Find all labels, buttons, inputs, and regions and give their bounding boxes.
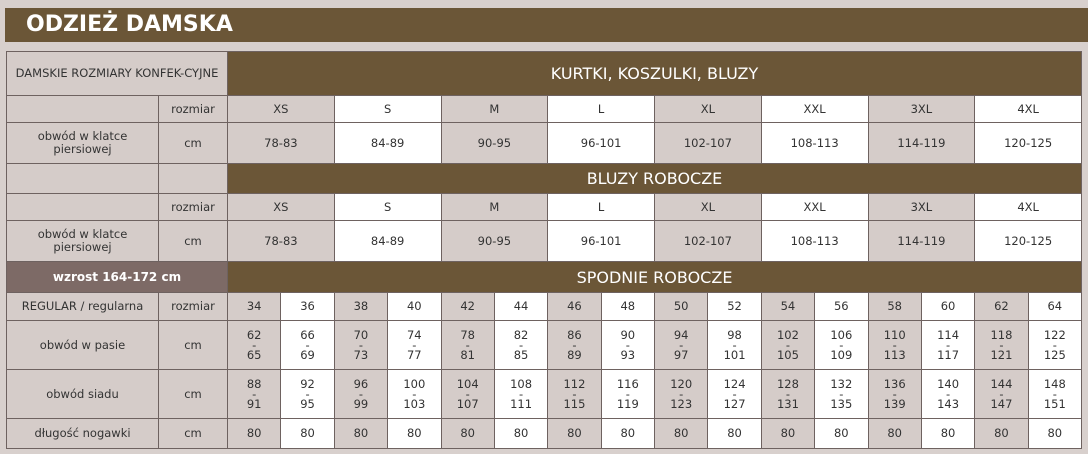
range-min: 108 <box>510 376 533 391</box>
range-dash: - <box>358 386 364 401</box>
size-cell: 52 <box>708 293 761 321</box>
corner-label: DAMSKIE ROZMIARY KONFEK-CYJNE <box>7 52 228 96</box>
range-max: 113 <box>883 347 906 362</box>
range-cell <box>815 321 868 370</box>
range-cell <box>921 370 974 419</box>
size-cell: XL <box>655 194 762 221</box>
range-max: 103 <box>403 396 426 411</box>
range-min: 124 <box>723 376 746 391</box>
range-max: 151 <box>1043 396 1066 411</box>
range-min: 106 <box>830 327 853 342</box>
range-dash: - <box>412 337 417 352</box>
range-max: 115 <box>563 396 586 411</box>
size-cell: L <box>548 194 655 221</box>
chest-cell: 102-107 <box>655 123 762 164</box>
leg-cell: 80 <box>921 419 974 449</box>
range-max: 109 <box>830 347 853 362</box>
range-min: 90 <box>620 327 636 342</box>
leg-row <box>7 419 1082 449</box>
size-cell: 36 <box>281 293 334 321</box>
range-dash: - <box>1052 337 1057 352</box>
size-cell: 58 <box>868 293 921 321</box>
chest-cell: 78-83 <box>228 123 335 164</box>
range-cell <box>441 321 494 370</box>
unit-label: cm <box>159 321 228 370</box>
measure-label: REGULAR / regularna <box>7 293 159 321</box>
range-dash: - <box>358 337 364 352</box>
leg-cell: 80 <box>334 419 387 449</box>
range-dash: - <box>625 386 630 401</box>
range-dash: - <box>999 386 1004 401</box>
measure-label: obwód siadu <box>7 370 159 419</box>
range-dash: - <box>999 337 1004 352</box>
range-max: 93 <box>620 347 636 362</box>
range-max: 119 <box>616 396 639 411</box>
range-dash: - <box>892 337 897 352</box>
range-cell <box>761 370 814 419</box>
range-cell <box>708 370 761 419</box>
height-label: wzrost 164-172 cm <box>7 262 228 293</box>
range-dash: - <box>252 386 257 401</box>
range-dash: - <box>625 337 630 352</box>
size-cell: 60 <box>921 293 974 321</box>
range-max: 89 <box>567 347 582 362</box>
leg-cell: 80 <box>548 419 601 449</box>
range-dash: - <box>785 337 791 352</box>
range-dash: - <box>679 337 684 352</box>
range-cell <box>975 370 1028 419</box>
range-max: 91 <box>246 396 262 411</box>
range-dash: - <box>732 337 737 352</box>
range-cell <box>334 370 387 419</box>
leg-cell: 80 <box>494 419 547 449</box>
chest-cell: 84-89 <box>334 221 441 262</box>
range-max: 135 <box>830 396 853 411</box>
leg-cell: 80 <box>761 419 814 449</box>
size-cell: 48 <box>601 293 654 321</box>
unit-label: cm <box>159 419 228 449</box>
range-min: 96 <box>353 376 369 391</box>
empty-cell <box>7 194 159 221</box>
range-max: 123 <box>670 396 693 411</box>
section-title: KURTKI, KOSZULKI, BLUZY <box>228 52 1082 96</box>
chest-cell: 120-125 <box>975 221 1082 262</box>
waist-row <box>7 321 1082 370</box>
range-dash: - <box>945 337 951 352</box>
range-min: 120 <box>670 376 693 391</box>
range-max: 95 <box>300 396 315 411</box>
range-min: 140 <box>937 376 960 391</box>
range-min: 104 <box>456 376 479 391</box>
empty-cell <box>7 164 159 194</box>
chest-cell: 90-95 <box>441 123 548 164</box>
leg-cell: 80 <box>975 419 1028 449</box>
size-cell: 4XL <box>975 96 1082 123</box>
pants-header-row <box>7 262 1082 293</box>
chest-cell: 102-107 <box>655 221 762 262</box>
unit-label: cm <box>159 123 228 164</box>
empty-cell <box>159 164 228 194</box>
size-cell: 50 <box>655 293 708 321</box>
section-header-row <box>7 164 1082 194</box>
size-cell: 44 <box>494 293 547 321</box>
chest-cell: 78-83 <box>228 221 335 262</box>
section-title: SPODNIE ROBOCZE <box>228 262 1082 293</box>
size-table <box>6 51 1082 449</box>
size-cell: M <box>441 194 548 221</box>
range-cell <box>494 370 547 419</box>
range-cell <box>1028 321 1081 370</box>
range-cell <box>868 321 921 370</box>
unit-label: rozmiar <box>159 293 228 321</box>
measure-label: obwód w klatce piersiowej <box>7 123 159 164</box>
range-min: 128 <box>776 376 799 391</box>
range-min: 122 <box>1043 327 1066 342</box>
range-cell <box>655 321 708 370</box>
range-max: 111 <box>510 396 533 411</box>
unit-label: cm <box>159 370 228 419</box>
range-cell <box>228 370 281 419</box>
range-min: 70 <box>353 327 369 342</box>
hip-row <box>7 370 1082 419</box>
leg-cell: 80 <box>815 419 868 449</box>
chest-cell: 114-119 <box>868 221 975 262</box>
range-max: 81 <box>460 347 475 362</box>
leg-cell: 80 <box>868 419 921 449</box>
range-cell <box>708 321 761 370</box>
size-cell: XS <box>228 96 335 123</box>
range-dash: - <box>518 337 524 352</box>
range-min: 116 <box>616 376 639 391</box>
range-dash: - <box>465 386 470 401</box>
range-min: 144 <box>990 376 1013 391</box>
range-min: 92 <box>300 376 315 391</box>
chest-cell: 108-113 <box>761 221 868 262</box>
unit-label: cm <box>159 221 228 262</box>
range-max: 105 <box>776 347 799 362</box>
range-cell <box>1028 370 1081 419</box>
size-cell: S <box>334 96 441 123</box>
range-cell <box>388 321 441 370</box>
range-dash: - <box>305 337 310 352</box>
leg-cell: 80 <box>655 419 708 449</box>
range-min: 98 <box>727 327 742 342</box>
range-max: 101 <box>723 347 746 362</box>
range-cell <box>655 370 708 419</box>
range-dash: - <box>839 337 844 352</box>
size-cell: S <box>334 194 441 221</box>
range-max: 77 <box>406 347 422 362</box>
range-max: 143 <box>937 396 960 411</box>
range-cell <box>494 321 547 370</box>
range-cell <box>281 321 334 370</box>
size-cell: XXL <box>761 96 868 123</box>
range-dash: - <box>572 386 577 401</box>
size-cell: 64 <box>1028 293 1081 321</box>
range-cell <box>548 370 601 419</box>
size-cell: L <box>548 96 655 123</box>
range-dash: - <box>839 386 844 401</box>
range-min: 82 <box>513 327 529 342</box>
size-cell: 3XL <box>868 194 975 221</box>
range-cell <box>281 370 334 419</box>
range-max: 97 <box>673 347 689 362</box>
range-min: 114 <box>937 327 960 342</box>
empty-cell <box>7 96 159 123</box>
section-header-row <box>7 52 1082 96</box>
size-cell: 34 <box>228 293 281 321</box>
range-dash: - <box>892 386 897 401</box>
size-cell: 3XL <box>868 96 975 123</box>
range-max: 147 <box>990 396 1013 411</box>
size-cell: 56 <box>815 293 868 321</box>
range-cell <box>868 370 921 419</box>
range-min: 148 <box>1043 376 1066 391</box>
measure-label: obwód w klatce piersiowej <box>7 221 159 262</box>
page-title: ODZIEŻ DAMSKA <box>5 8 1088 42</box>
size-cell: 4XL <box>975 194 1082 221</box>
chest-cell: 120-125 <box>975 123 1082 164</box>
range-cell <box>601 370 654 419</box>
range-min: 102 <box>776 327 799 342</box>
range-max: 117 <box>937 347 960 362</box>
range-max: 121 <box>990 347 1013 362</box>
range-max: 107 <box>456 396 479 411</box>
range-cell <box>601 321 654 370</box>
range-cell <box>548 321 601 370</box>
range-min: 94 <box>673 327 689 342</box>
size-cell: XS <box>228 194 335 221</box>
range-dash: - <box>1052 386 1057 401</box>
measure-label: obwód w pasie <box>7 321 159 370</box>
size-row <box>7 194 1082 221</box>
size-cell: XL <box>655 96 762 123</box>
range-min: 100 <box>403 376 426 391</box>
range-cell <box>921 321 974 370</box>
size-cell: 42 <box>441 293 494 321</box>
chest-cell: 114-119 <box>868 123 975 164</box>
leg-cell: 80 <box>228 419 281 449</box>
range-dash: - <box>465 337 470 352</box>
range-cell <box>815 370 868 419</box>
size-cell: M <box>441 96 548 123</box>
size-cell: 62 <box>975 293 1028 321</box>
size-cell: 38 <box>334 293 387 321</box>
chest-row <box>7 221 1082 262</box>
range-cell <box>761 321 814 370</box>
unit-label: rozmiar <box>159 96 228 123</box>
range-cell <box>388 370 441 419</box>
range-max: 127 <box>723 396 746 411</box>
chest-cell: 90-95 <box>441 221 548 262</box>
range-cell <box>441 370 494 419</box>
range-max: 131 <box>776 396 799 411</box>
size-row <box>7 96 1082 123</box>
range-min: 86 <box>567 327 582 342</box>
size-cell: 46 <box>548 293 601 321</box>
range-cell <box>334 321 387 370</box>
range-cell <box>228 321 281 370</box>
range-dash: - <box>305 386 310 401</box>
range-dash: - <box>518 386 524 401</box>
range-min: 136 <box>883 376 906 391</box>
size-cell: 40 <box>388 293 441 321</box>
chest-row <box>7 123 1082 164</box>
leg-cell: 80 <box>601 419 654 449</box>
range-max: 65 <box>246 347 262 362</box>
range-min: 112 <box>563 376 586 391</box>
chest-cell: 108-113 <box>761 123 868 164</box>
range-dash: - <box>945 386 951 401</box>
range-dash: - <box>785 386 791 401</box>
measure-label: długość nogawki <box>7 419 159 449</box>
range-max: 125 <box>1043 347 1066 362</box>
range-min: 66 <box>300 327 315 342</box>
range-min: 132 <box>830 376 853 391</box>
size-cell: 54 <box>761 293 814 321</box>
range-dash: - <box>732 386 737 401</box>
range-max: 99 <box>353 396 369 411</box>
leg-cell: 80 <box>441 419 494 449</box>
range-min: 110 <box>883 327 906 342</box>
range-min: 118 <box>990 327 1013 342</box>
leg-cell: 80 <box>281 419 334 449</box>
leg-cell: 80 <box>388 419 441 449</box>
range-min: 62 <box>246 327 262 342</box>
unit-label: rozmiar <box>159 194 228 221</box>
range-min: 88 <box>246 376 262 391</box>
range-max: 73 <box>353 347 369 362</box>
leg-cell: 80 <box>708 419 761 449</box>
chest-cell: 96-101 <box>548 123 655 164</box>
range-min: 74 <box>406 327 422 342</box>
range-max: 139 <box>883 396 906 411</box>
section-title: BLUZY ROBOCZE <box>228 164 1082 194</box>
range-dash: - <box>572 337 577 352</box>
range-dash: - <box>679 386 684 401</box>
chest-cell: 96-101 <box>548 221 655 262</box>
range-dash: - <box>412 386 417 401</box>
size-cell: XXL <box>761 194 868 221</box>
chest-cell: 84-89 <box>334 123 441 164</box>
range-max: 85 <box>513 347 529 362</box>
range-dash: - <box>252 337 257 352</box>
pants-size-row <box>7 293 1082 321</box>
leg-cell: 80 <box>1028 419 1081 449</box>
range-cell <box>975 321 1028 370</box>
range-max: 69 <box>300 347 315 362</box>
range-min: 78 <box>460 327 475 342</box>
